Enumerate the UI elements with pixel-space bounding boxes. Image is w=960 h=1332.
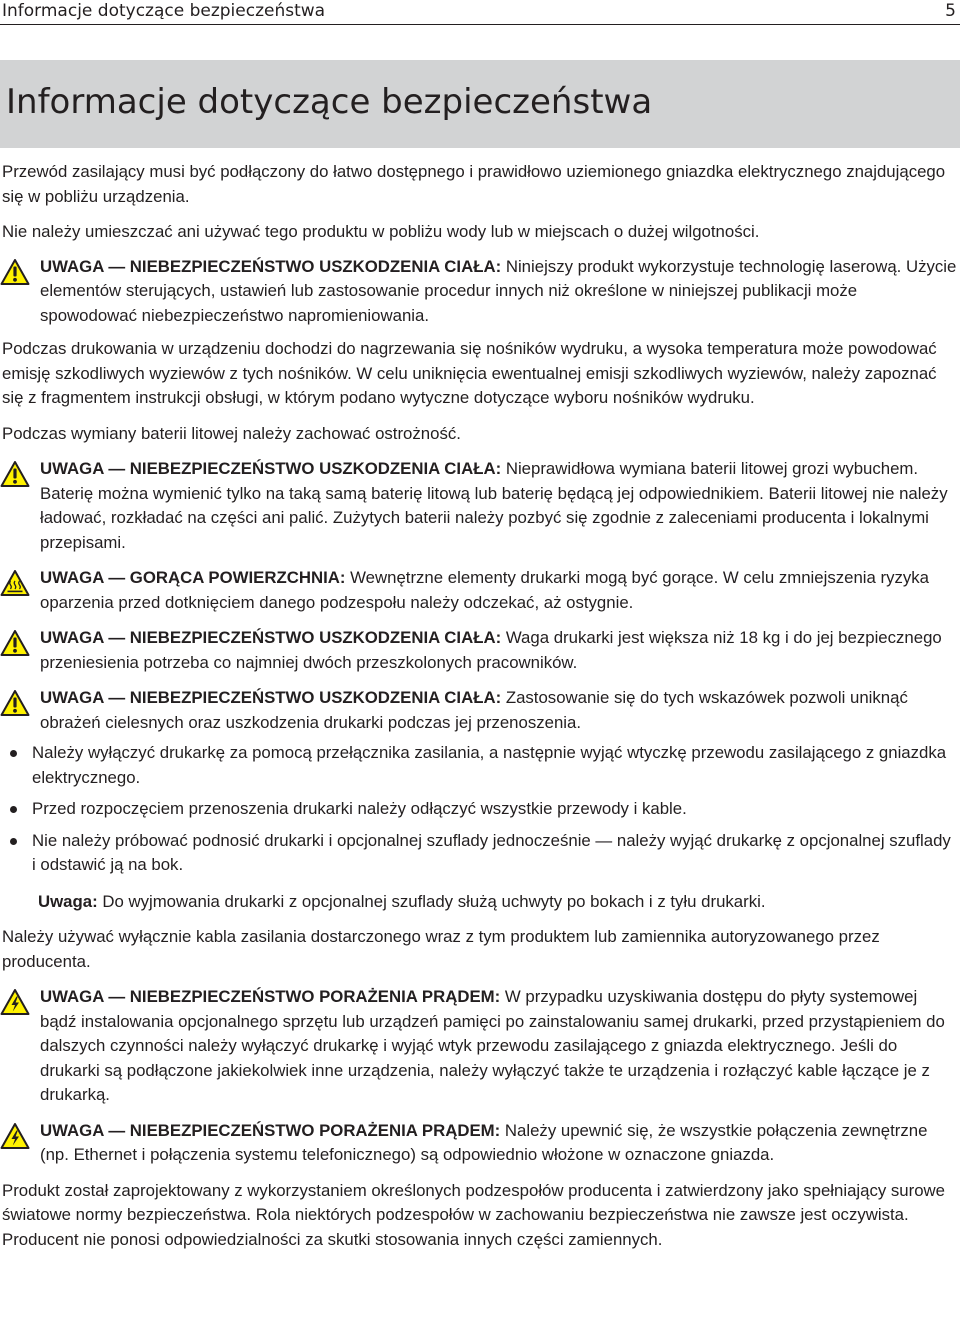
header-section-title: Informacje dotyczące bezpieczeństwa <box>2 1 326 21</box>
warning-body: Wewnętrzne elementy drukarki mogą być gorące. W celu zmniejszenia ryzyka oparzenia przed dotknięciem danego podzespołu należy odczekać, aż ostygnie. <box>40 568 930 612</box>
title-bar <box>0 60 960 148</box>
document-body <box>0 160 958 1252</box>
caution-triangle-icon <box>0 258 30 286</box>
shock-hazard-icon <box>0 988 30 1016</box>
list-item <box>0 797 958 822</box>
warning-body: Niniejszy produkt wykorzystuje technologię laserową. Użycie elementów sterujących, ustawień lub zastosowanie procedur innych niż określone w niniejszej publikacji może spowodować niebezpieczeństwo napromieniowania. <box>40 256 957 325</box>
warning-label: UWAGA — NIEBEZPIECZEŃSTWO USZKODZENIA CIAŁA: <box>40 688 502 707</box>
warning-label: UWAGA — NIEBEZPIECZEŃSTWO USZKODZENIA CIAŁA: <box>40 256 502 276</box>
page-title: Informacje dotyczące bezpieczeństwa <box>6 82 653 122</box>
warning-label: UWAGA — NIEBEZPIECZEŃSTWO PORAŻENIA PRĄDEM: <box>40 987 501 1006</box>
warning-body: W przypadku uzyskiwania dostępu do płyty systemowej bądź instalowania opcjonalnego sprzętu lub urządzeń pamięci po zainstalowaniu samej drukarki, przed przystąpieniem do dalszych czynności należy wyłączyć drukarkę i wyjąć wtyk przewodu zasilającego z gniazda elektrycznego. Jeśli do drukarki są podłączone jakiekolwiek inne urządzenia, należy wyłączyć także te urządzenia i rozłączyć kable łączące je z drukarką. <box>40 987 945 1104</box>
warning-body: Waga drukarki jest większa niż 18 kg i do jej bezpiecznego przeniesienia potrzeba co najmniej dwóch przeszkolonych pracowników. <box>40 628 942 672</box>
list-item-text: Należy wyłączyć drukarkę za pomocą przełącznika zasilania, a następnie wyjąć wtyczkę przewodu zasilającego z gniazdka elektrycznego. <box>32 743 947 787</box>
paragraph-humidity: Nie należy umieszczać ani używać tego produktu w pobliżu wody lub w miejscach o dużej wilgotności. <box>2 222 760 241</box>
note-label: Uwaga: <box>38 891 98 911</box>
moving-steps-list <box>0 741 958 878</box>
warning-text <box>40 457 958 555</box>
warning-text <box>40 255 958 329</box>
bullet-icon <box>10 806 17 813</box>
paragraph-power-cable: Należy używać wyłącznie kabla zasilania dostarczonego wraz z tym produktem lub zamiennika autoryzowanego przez producenta. <box>2 927 880 971</box>
hot-surface-icon <box>0 569 30 597</box>
page-header <box>0 0 960 25</box>
warning-text <box>40 985 958 1108</box>
warning-label: UWAGA — NIEBEZPIECZEŃSTWO USZKODZENIA CIAŁA: <box>40 459 502 478</box>
warning-label: UWAGA — GORĄCA POWIERZCHNIA: <box>40 568 346 587</box>
warning-weight <box>0 626 958 675</box>
shock-hazard-icon <box>0 1122 30 1150</box>
list-item-text: Przed rozpoczęciem przenoszenia drukarki należy odłączyć wszystkie przewody i kable. <box>32 799 687 818</box>
warning-label: UWAGA — NIEBEZPIECZEŃSTWO PORAŻENIA PRĄDEM: <box>40 1120 501 1140</box>
bullet-icon <box>10 838 17 845</box>
warning-moving <box>0 686 958 735</box>
caution-triangle-icon <box>0 629 30 657</box>
paragraph-printing-heat: Podczas drukowania w urządzeniu dochodzi do nagrzewania się nośników wydruku, a wysoka temperatura może powodować emisję szkodliwych wyziewów z tych nośników. W celu uniknięcia ewentualnej emisji szkodliwych wyziewów, należy zapoznać się z fragmentem instrukcji obsługi, w którym podano wytyczne dotyczące wyboru nośników wydruku. <box>2 339 937 407</box>
warning-text <box>40 626 958 675</box>
warning-text <box>40 1119 958 1168</box>
list-item <box>0 741 958 790</box>
caution-triangle-icon <box>0 689 30 717</box>
warning-laser <box>0 255 958 329</box>
note <box>38 890 958 915</box>
warning-body: Należy upewnić się, że wszystkie połączenia zewnętrzne (np. Ethernet i połączenia systemu telefonicznego) są odpowiednio włożone w oznaczone gniazda. <box>40 1120 928 1164</box>
warning-battery <box>0 457 958 555</box>
list-item-text: Nie należy próbować podnosić drukarki i opcjonalnej szuflady jednocześnie — należy wyjąć drukarkę z opcjonalnej szuflady i odstawić ją na bok. <box>32 830 951 874</box>
list-item <box>0 829 958 878</box>
warning-body: Nieprawidłowa wymiana baterii litowej grozi wybuchem. Baterię można wymienić tylko na taką samą baterię litową lub baterię będącą jej odpowiednikiem. Baterii litowej nie należy ładować, rozkładać na części ani palić. Zużytych baterii należy pozbyć się zgodnie z zaleceniami producenta i lokalnymi przepisami. <box>40 459 948 552</box>
warning-body: Zastosowanie się do tych wskazówek pozwoli uniknąć obrażeń cielesnych oraz uszkodzenia drukarki podczas jej przenoszenia. <box>40 688 908 732</box>
paragraph-components: Produkt został zaprojektowany z wykorzystaniem określonych podzespołów producenta i zatwierdzony jako spełniający surowe światowe normy bezpieczeństwa. Rola niektórych podzespołów w zachowaniu bezpieczeństwa nie zawsze jest oczywista. Producent nie ponosi odpowiedzialności za skutki stosowania innych części zamiennych. <box>2 1180 946 1249</box>
page-number: 5 <box>945 1 956 21</box>
warning-hot-surface <box>0 566 958 615</box>
caution-triangle-icon <box>0 460 30 488</box>
paragraph-power-cord: Przewód zasilający musi być podłączony do łatwo dostępnego i prawidłowo uziemionego gniazdka elektrycznego znajdującego się w pobliżu urządzenia. <box>2 162 946 206</box>
note-text: Do wyjmowania drukarki z opcjonalnej szuflady służą uchwyty po bokach i z tyłu drukarki. <box>97 891 766 911</box>
bullet-icon <box>10 750 17 757</box>
warning-shock-system-board <box>0 985 958 1108</box>
warning-text <box>40 566 958 615</box>
warning-shock-connections <box>0 1119 958 1168</box>
warning-text <box>40 686 958 735</box>
paragraph-battery: Podczas wymiany baterii litowej należy zachować ostrożność. <box>2 423 461 443</box>
warning-label: UWAGA — NIEBEZPIECZEŃSTWO USZKODZENIA CIAŁA: <box>40 628 502 647</box>
